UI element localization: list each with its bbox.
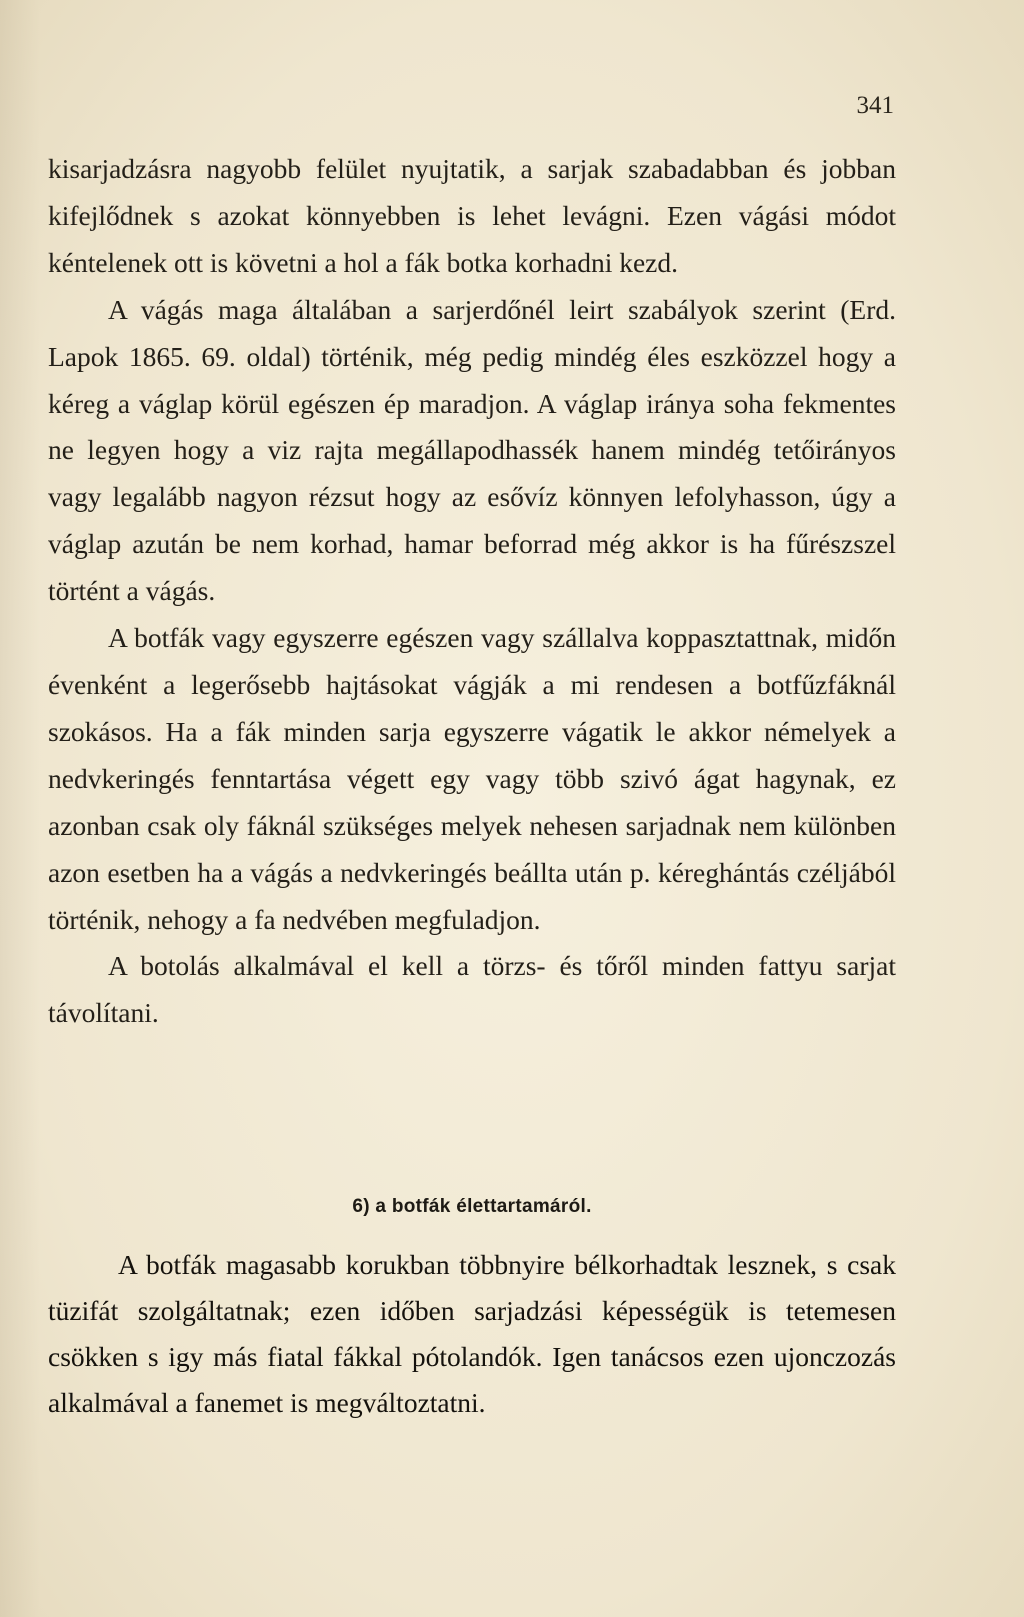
paragraph-cutting-rules: A vágás maga általában a sarjerdőnél leirt szabályok szerint (Erd. Lapok 1865. 69. oldal) történik, még pedig mindég éles eszközzel hogy a kéreg a váglap körül egészen ép maradjon. A váglap iránya soha fekmentes ne legyen hogy a viz rajta megállapodhassék hanem mindég tetőirányos vagy legalább nagyon rézsut hogy az esővíz könnyen lefolyhasson, úgy a váglap azután be nem korhad, hamar beforrad még akkor is ha fűrészszel történt a vágás. xyxy=(48,293,896,607)
section-text xyxy=(48,1242,896,1426)
page-number: 341 xyxy=(856,92,894,119)
paragraph-shoot-removal: A botolás alkalmával el kell a törzs- és tőről minden fattyu sarjat távolítani. xyxy=(48,950,896,1029)
paragraph-lifespan: A botfák magasabb korukban többnyire bélkorhadtak lesznek, s csak tüzifát szolgáltatnak; ezen időben sarjadzási képességük is tetemesen csökken s igy más fiatal fákkal pótolandók. Igen tanácsos ezen ujonczozás alkalmával a fanemet is megváltoztatni. xyxy=(48,1249,896,1418)
paragraph-pollarding: A botfák vagy egyszerre egészen vagy szállalva koppasztattnak, midőn évenként a legerősebb hajtásokat vágják a mi rendesen a botfűzfáknál szokásos. Ha a fák minden sarja egyszerre vágatik le akkor némelyek a nedvkeringés fenntartása végett egy vagy több szivó ágat hagynak, ez azonban csak oly fáknál szükséges melyek nehesen sarjadnak nem különben azon esetben ha a vágás a nedvkeringés beállta után p. kéreghántás czéljából történik, nehogy a fa nedvében megfuladjon. xyxy=(48,622,896,935)
main-text xyxy=(48,146,896,1037)
paragraph-continuation: kisarjadzásra nagyobb felület nyujtatik, a sarjak szabadabban és jobban kifejlődnek s azokat könnyebben is lehet levágni. Ezen vágási módot kéntelenek ott is követni a hol a fák botka korhadni kezd. xyxy=(48,153,896,278)
section-heading: 6) a botfák élettartamáról. xyxy=(352,1196,592,1217)
